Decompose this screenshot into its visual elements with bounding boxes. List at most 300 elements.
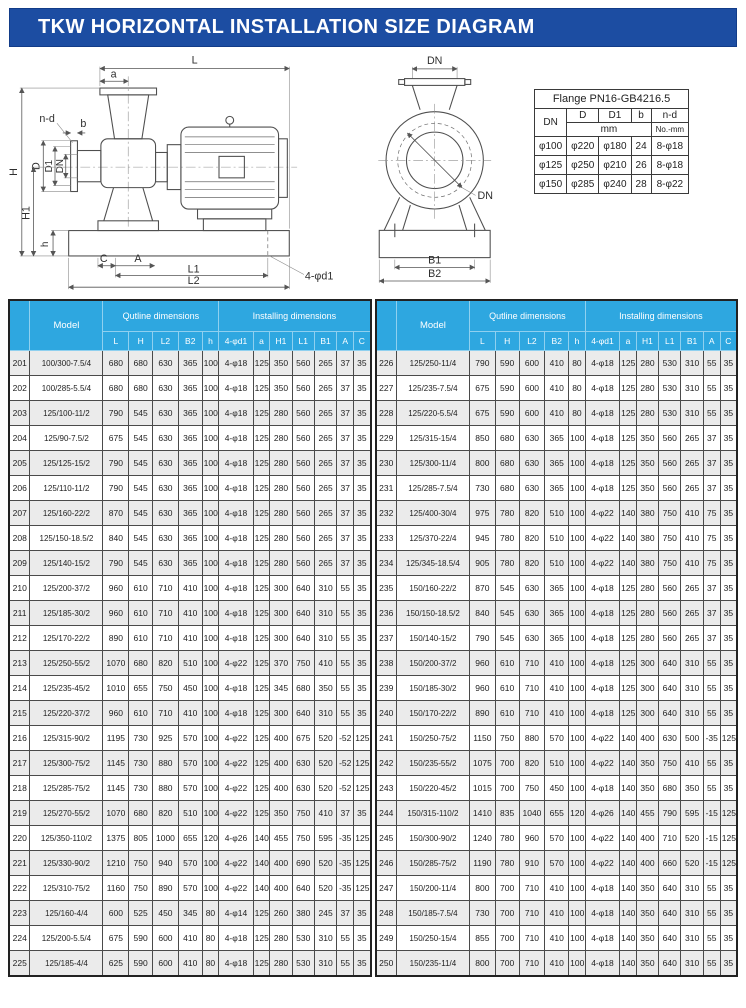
dim-value-cell: 37 (337, 901, 354, 926)
dim-value-cell: 570 (178, 726, 202, 751)
dim-value-cell: 560 (292, 376, 314, 401)
dim-value-cell: 630 (153, 426, 179, 451)
dim-value-cell: 120 (569, 801, 586, 826)
dim-value-cell: 4-φ22 (585, 726, 619, 751)
dim-value-cell: 4-φ18 (219, 601, 253, 626)
spec-row (9, 726, 371, 751)
dim-value-cell: 35 (720, 576, 737, 601)
spec-row (376, 501, 738, 526)
dim-value-cell: 35 (720, 776, 737, 801)
dim-value-cell: 410 (545, 351, 569, 376)
dim-value-cell: 4-φ18 (219, 551, 253, 576)
dim-value-cell: 125 (253, 601, 270, 626)
dim-value-cell: 37 (703, 476, 720, 501)
dim-value-cell: 35 (354, 451, 371, 476)
dim-value-cell: 610 (495, 676, 519, 701)
dim-value-cell: 400 (270, 726, 292, 751)
dim-value-cell: 545 (495, 576, 519, 601)
dim-value-cell: 100 (202, 776, 219, 801)
dim-value-cell: 835 (495, 801, 519, 826)
dim-value-cell: 730 (129, 776, 153, 801)
model-cell: 125/200-5.5/4 (30, 926, 103, 951)
dim-value-cell: 410 (545, 876, 569, 901)
spec-row (376, 826, 738, 851)
dim-value-cell: 35 (720, 951, 737, 977)
dim-value-cell: 35 (354, 901, 371, 926)
column-header-3: B2 (178, 332, 202, 351)
dim-value-cell: 4-φ18 (585, 626, 619, 651)
model-cell: 150/300-90/2 (396, 826, 469, 851)
flange-cell: 8-φ22 (651, 175, 688, 194)
model-cell: 125/220-5.5/4 (396, 401, 469, 426)
dim-value-cell: 365 (545, 426, 569, 451)
dim-label-DN-inner: DN (477, 190, 493, 203)
dim-value-cell: 630 (153, 451, 179, 476)
flange-cell: 24 (631, 137, 651, 156)
dim-value-cell: 700 (495, 876, 519, 901)
dim-value-cell: 400 (270, 851, 292, 876)
dim-value-cell: 75 (703, 501, 720, 526)
dim-value-cell: 400 (636, 851, 658, 876)
dim-value-cell: 350 (636, 476, 658, 501)
model-cell: 125/110-11/2 (30, 476, 103, 501)
dim-value-cell: 310 (314, 601, 336, 626)
row-number: 214 (9, 676, 30, 701)
dim-value-cell: 1015 (469, 776, 495, 801)
dim-value-cell: 100 (202, 851, 219, 876)
dim-value-cell: 100 (202, 551, 219, 576)
dim-value-cell: 365 (545, 601, 569, 626)
row-number: 222 (9, 876, 30, 901)
dim-value-cell: 730 (129, 726, 153, 751)
dim-value-cell: 100 (569, 726, 586, 751)
model-cell: 125/150-18.5/2 (30, 526, 103, 551)
dim-value-cell: 680 (292, 676, 314, 701)
dim-value-cell: 750 (495, 726, 519, 751)
dim-value-cell: 630 (153, 376, 179, 401)
dim-value-cell: 545 (129, 476, 153, 501)
dim-value-cell: 100 (569, 676, 586, 701)
model-cell: 125/345-18.5/4 (396, 551, 469, 576)
row-number: 230 (376, 451, 397, 476)
dim-value-cell: 100 (569, 551, 586, 576)
dim-value-cell: 37 (703, 451, 720, 476)
dim-value-cell: 410 (545, 901, 569, 926)
dim-value-cell: 265 (314, 526, 336, 551)
dim-value-cell: 590 (129, 951, 153, 977)
dim-value-cell: 1145 (103, 776, 129, 801)
dim-value-cell: 940 (153, 851, 179, 876)
dim-value-cell: 840 (103, 526, 129, 551)
dim-value-cell: 700 (495, 901, 519, 926)
page-title: TKW HORIZONTAL INSTALLATION SIZE DIAGRAM (9, 8, 737, 47)
dim-value-cell: 4-φ22 (585, 851, 619, 876)
dim-value-cell: 4-φ22 (585, 551, 619, 576)
dim-value-cell: 890 (103, 626, 129, 651)
dim-value-cell: 870 (469, 576, 495, 601)
dim-label-B2: B2 (428, 268, 442, 281)
dim-value-cell: 310 (314, 926, 336, 951)
model-cell: 125/370-22/4 (396, 526, 469, 551)
dim-value-cell: 100 (202, 451, 219, 476)
group-header-outline: Qutline dimensions (469, 300, 585, 332)
dim-value-cell: 1210 (103, 851, 129, 876)
row-number: 246 (376, 851, 397, 876)
dim-value-cell: 600 (519, 376, 545, 401)
dim-value-cell: 590 (495, 376, 519, 401)
dim-value-cell: 4-φ18 (585, 451, 619, 476)
dim-value-cell: 870 (103, 501, 129, 526)
dim-value-cell: 960 (469, 676, 495, 701)
dim-value-cell: 265 (681, 576, 703, 601)
dim-value-cell: 1040 (519, 801, 545, 826)
dim-value-cell: 530 (292, 926, 314, 951)
dim-value-cell: 35 (354, 651, 371, 676)
dim-value-cell: 1145 (103, 751, 129, 776)
row-number: 245 (376, 826, 397, 851)
dim-value-cell: 37 (337, 501, 354, 526)
dim-value-cell: 960 (103, 601, 129, 626)
dim-value-cell: 100 (202, 726, 219, 751)
dim-label-DN-top: DN (426, 55, 443, 67)
dim-value-cell: 1240 (469, 826, 495, 851)
dim-value-cell: 750 (292, 826, 314, 851)
dim-value-cell: 350 (636, 776, 658, 801)
dim-value-cell: 4-φ22 (219, 776, 253, 801)
dim-value-cell: 410 (545, 926, 569, 951)
dim-value-cell: 55 (703, 701, 720, 726)
dim-value-cell: 310 (681, 926, 703, 951)
dim-value-cell: 630 (659, 726, 681, 751)
dim-value-cell: 675 (292, 726, 314, 751)
dim-value-cell: 140 (620, 526, 637, 551)
column-header-3: B2 (545, 332, 569, 351)
dim-value-cell: 4-φ18 (219, 926, 253, 951)
dim-value-cell: 55 (337, 951, 354, 977)
row-number: 209 (9, 551, 30, 576)
dim-value-cell: 310 (314, 576, 336, 601)
dim-value-cell: 365 (545, 451, 569, 476)
dim-value-cell: 750 (659, 551, 681, 576)
dim-value-cell: 125 (253, 451, 270, 476)
dim-value-cell: 265 (681, 426, 703, 451)
dim-value-cell: 350 (270, 351, 292, 376)
dim-value-cell: 595 (681, 801, 703, 826)
dim-value-cell: 265 (314, 351, 336, 376)
dim-value-cell: 4-φ18 (585, 776, 619, 801)
dim-value-cell: -35 (337, 876, 354, 901)
dim-value-cell: 4-φ22 (585, 526, 619, 551)
dim-value-cell: 35 (354, 351, 371, 376)
dim-value-cell: -52 (337, 751, 354, 776)
dim-value-cell: 520 (314, 876, 336, 901)
dim-value-cell: 37 (703, 626, 720, 651)
dim-value-cell: 125 (253, 801, 270, 826)
spec-row (9, 676, 371, 701)
spec-row (9, 601, 371, 626)
dim-value-cell: 125 (620, 426, 637, 451)
dim-value-cell: 55 (703, 876, 720, 901)
dim-value-cell: 910 (519, 851, 545, 876)
spec-row (376, 601, 738, 626)
dim-value-cell: 100 (202, 676, 219, 701)
dim-value-cell: 125 (354, 726, 371, 751)
spec-row (376, 426, 738, 451)
dim-value-cell: 730 (469, 476, 495, 501)
flange-table-body (535, 137, 689, 194)
dim-value-cell: 125 (354, 826, 371, 851)
row-number: 231 (376, 476, 397, 501)
dim-value-cell: 80 (202, 926, 219, 951)
model-cell: 125/315-15/4 (396, 426, 469, 451)
row-number: 213 (9, 651, 30, 676)
spec-row (9, 551, 371, 576)
dim-value-cell: -15 (703, 851, 720, 876)
dim-value-cell: 4-φ18 (585, 951, 619, 977)
dim-value-cell: 4-φ18 (585, 351, 619, 376)
row-number: 223 (9, 901, 30, 926)
row-number: 204 (9, 426, 30, 451)
dim-value-cell: 630 (153, 351, 179, 376)
dim-value-cell: 820 (153, 651, 179, 676)
dim-value-cell: 125 (620, 576, 637, 601)
dim-value-cell: 570 (545, 851, 569, 876)
spec-row (376, 626, 738, 651)
flange-cell: 26 (631, 156, 651, 175)
dim-value-cell: 125 (253, 676, 270, 701)
flange-row (535, 137, 689, 156)
dim-value-cell: 630 (519, 426, 545, 451)
dim-value-cell: 4-φ18 (219, 626, 253, 651)
dim-value-cell: 100 (202, 576, 219, 601)
dim-value-cell: 560 (659, 626, 681, 651)
flange-cell: 8-φ18 (651, 156, 688, 175)
dim-value-cell: 100 (202, 701, 219, 726)
dim-value-cell: 100 (569, 626, 586, 651)
dim-value-cell: 125 (253, 376, 270, 401)
dim-value-cell: 600 (519, 401, 545, 426)
dim-value-cell: 1010 (103, 676, 129, 701)
spec-row (9, 401, 371, 426)
dim-label-L1: L1 (187, 263, 200, 276)
dim-label-a: a (110, 68, 117, 81)
model-cell: 125/235-45/2 (30, 676, 103, 701)
dim-value-cell: 35 (354, 376, 371, 401)
dim-value-cell: -35 (337, 851, 354, 876)
dim-value-cell: 710 (519, 651, 545, 676)
flange-cell: φ210 (599, 156, 631, 175)
dim-value-cell: 410 (681, 501, 703, 526)
dim-value-cell: 125 (620, 351, 637, 376)
dim-value-cell: 4-φ22 (585, 826, 619, 851)
dim-value-cell: 410 (681, 526, 703, 551)
dim-label-C: C (99, 252, 108, 265)
group-header-installing: Installing dimensions (585, 300, 737, 332)
dim-value-cell: 75 (703, 551, 720, 576)
dim-value-cell: -35 (703, 726, 720, 751)
dim-value-cell: 140 (253, 876, 270, 901)
dim-value-cell: 780 (495, 826, 519, 851)
dim-value-cell: 35 (720, 926, 737, 951)
column-header-2: L2 (153, 332, 179, 351)
spec-row (9, 351, 371, 376)
row-number: 202 (9, 376, 30, 401)
dim-value-cell: 655 (545, 801, 569, 826)
model-cell: 125/220-37/2 (30, 701, 103, 726)
spec-row (9, 751, 371, 776)
row-number: 226 (376, 351, 397, 376)
spec-row (9, 576, 371, 601)
dim-value-cell: 750 (659, 751, 681, 776)
dim-value-cell: 700 (495, 926, 519, 951)
dim-value-cell: 125 (620, 401, 637, 426)
dim-value-cell: 680 (495, 476, 519, 501)
dim-value-cell: 100 (202, 601, 219, 626)
left-spec-table (8, 299, 372, 977)
dim-value-cell: 35 (720, 476, 737, 501)
header-blank (9, 300, 30, 351)
dim-value-cell: 410 (178, 926, 202, 951)
flange-col-d1: D1 (599, 109, 631, 123)
spec-row (376, 701, 738, 726)
dim-value-cell: 55 (337, 626, 354, 651)
dim-value-cell: 4-φ18 (585, 901, 619, 926)
spec-row (9, 776, 371, 801)
dim-value-cell: 120 (202, 826, 219, 851)
dim-value-cell: 280 (270, 501, 292, 526)
dim-value-cell: 905 (469, 551, 495, 576)
dim-value-cell: 750 (292, 651, 314, 676)
dim-value-cell: 125 (620, 701, 637, 726)
model-cell: 150/185-30/2 (396, 676, 469, 701)
dim-value-cell: 125 (253, 926, 270, 951)
dim-value-cell: 4-φ22 (585, 501, 619, 526)
dim-value-cell: -15 (703, 826, 720, 851)
model-cell: 125/270-55/2 (30, 801, 103, 826)
row-number: 235 (376, 576, 397, 601)
model-cell: 150/160-22/2 (396, 576, 469, 601)
dim-value-cell: 345 (270, 676, 292, 701)
dim-value-cell: 1070 (103, 801, 129, 826)
dim-value-cell: 640 (659, 701, 681, 726)
model-cell: 150/150-18.5/2 (396, 601, 469, 626)
model-cell: 125/170-22/2 (30, 626, 103, 651)
dim-value-cell: 35 (720, 901, 737, 926)
dim-value-cell: 450 (178, 676, 202, 701)
dim-value-cell: 280 (270, 926, 292, 951)
dim-value-cell: 100 (202, 426, 219, 451)
dim-value-cell: 4-φ22 (219, 851, 253, 876)
dim-value-cell: 675 (103, 926, 129, 951)
dim-value-cell: 4-φ22 (219, 651, 253, 676)
dim-value-cell: 125 (620, 451, 637, 476)
flange-col-b: b (631, 109, 651, 123)
column-header-0: L (469, 332, 495, 351)
spec-row (9, 851, 371, 876)
dim-value-cell: 265 (681, 601, 703, 626)
model-cell: 150/285-75/2 (396, 851, 469, 876)
dim-value-cell: 640 (659, 676, 681, 701)
spec-row (376, 351, 738, 376)
dim-value-cell: 1160 (103, 876, 129, 901)
dim-value-cell: -52 (337, 776, 354, 801)
dim-value-cell: 280 (636, 626, 658, 651)
row-number: 205 (9, 451, 30, 476)
dim-value-cell: 640 (659, 901, 681, 926)
dim-value-cell: 410 (545, 701, 569, 726)
dim-value-cell: 945 (469, 526, 495, 551)
row-number: 212 (9, 626, 30, 651)
dim-value-cell: 380 (636, 526, 658, 551)
dim-value-cell: 640 (292, 576, 314, 601)
dim-value-cell: 125 (253, 626, 270, 651)
spec-row (9, 876, 371, 901)
dim-value-cell: 350 (681, 776, 703, 801)
spec-row (376, 776, 738, 801)
dim-value-cell: 265 (314, 451, 336, 476)
dim-value-cell: 100 (202, 801, 219, 826)
spec-row (9, 651, 371, 676)
model-cell: 125/90-7.5/2 (30, 426, 103, 451)
dim-value-cell: 880 (153, 751, 179, 776)
row-number: 207 (9, 501, 30, 526)
dim-value-cell: 35 (354, 551, 371, 576)
dim-value-cell: 710 (519, 876, 545, 901)
dim-value-cell: 100 (569, 751, 586, 776)
dim-value-cell: 975 (469, 501, 495, 526)
dim-value-cell: 125 (620, 626, 637, 651)
spec-row (9, 926, 371, 951)
dim-value-cell: 520 (314, 726, 336, 751)
dim-label-b: b (80, 118, 87, 131)
dim-value-cell: 560 (659, 576, 681, 601)
dim-value-cell: 4-φ18 (585, 876, 619, 901)
dim-value-cell: 380 (636, 551, 658, 576)
column-header-8: L1 (292, 332, 314, 351)
dim-value-cell: 675 (469, 401, 495, 426)
dim-value-cell: 80 (569, 351, 586, 376)
dim-value-cell: 630 (153, 526, 179, 551)
dim-value-cell: 680 (129, 376, 153, 401)
flange-table (534, 89, 689, 194)
dim-value-cell: 640 (292, 601, 314, 626)
flange-unit-nomm: No.-mm (651, 123, 688, 137)
dim-value-cell: 510 (545, 501, 569, 526)
dim-value-cell: 100 (569, 501, 586, 526)
dim-value-cell: 410 (178, 701, 202, 726)
dim-value-cell: 510 (178, 651, 202, 676)
model-cell: 150/250-75/2 (396, 726, 469, 751)
row-number: 237 (376, 626, 397, 651)
dim-value-cell: 140 (620, 951, 637, 977)
group-header-outline: Qutline dimensions (103, 300, 219, 332)
dim-value-cell: 570 (178, 851, 202, 876)
row-number: 215 (9, 701, 30, 726)
spec-row (376, 476, 738, 501)
column-header-8: L1 (659, 332, 681, 351)
model-cell: 100/300-7.5/4 (30, 351, 103, 376)
dim-value-cell: 660 (659, 851, 681, 876)
model-cell: 125/125-15/2 (30, 451, 103, 476)
dim-value-cell: 790 (103, 401, 129, 426)
dim-value-cell: 55 (337, 576, 354, 601)
dim-value-cell: 675 (103, 426, 129, 451)
dim-value-cell: 140 (620, 551, 637, 576)
dim-value-cell: 780 (495, 851, 519, 876)
dim-value-cell: 280 (636, 376, 658, 401)
dim-value-cell: 855 (469, 926, 495, 951)
dim-value-cell: 55 (337, 701, 354, 726)
